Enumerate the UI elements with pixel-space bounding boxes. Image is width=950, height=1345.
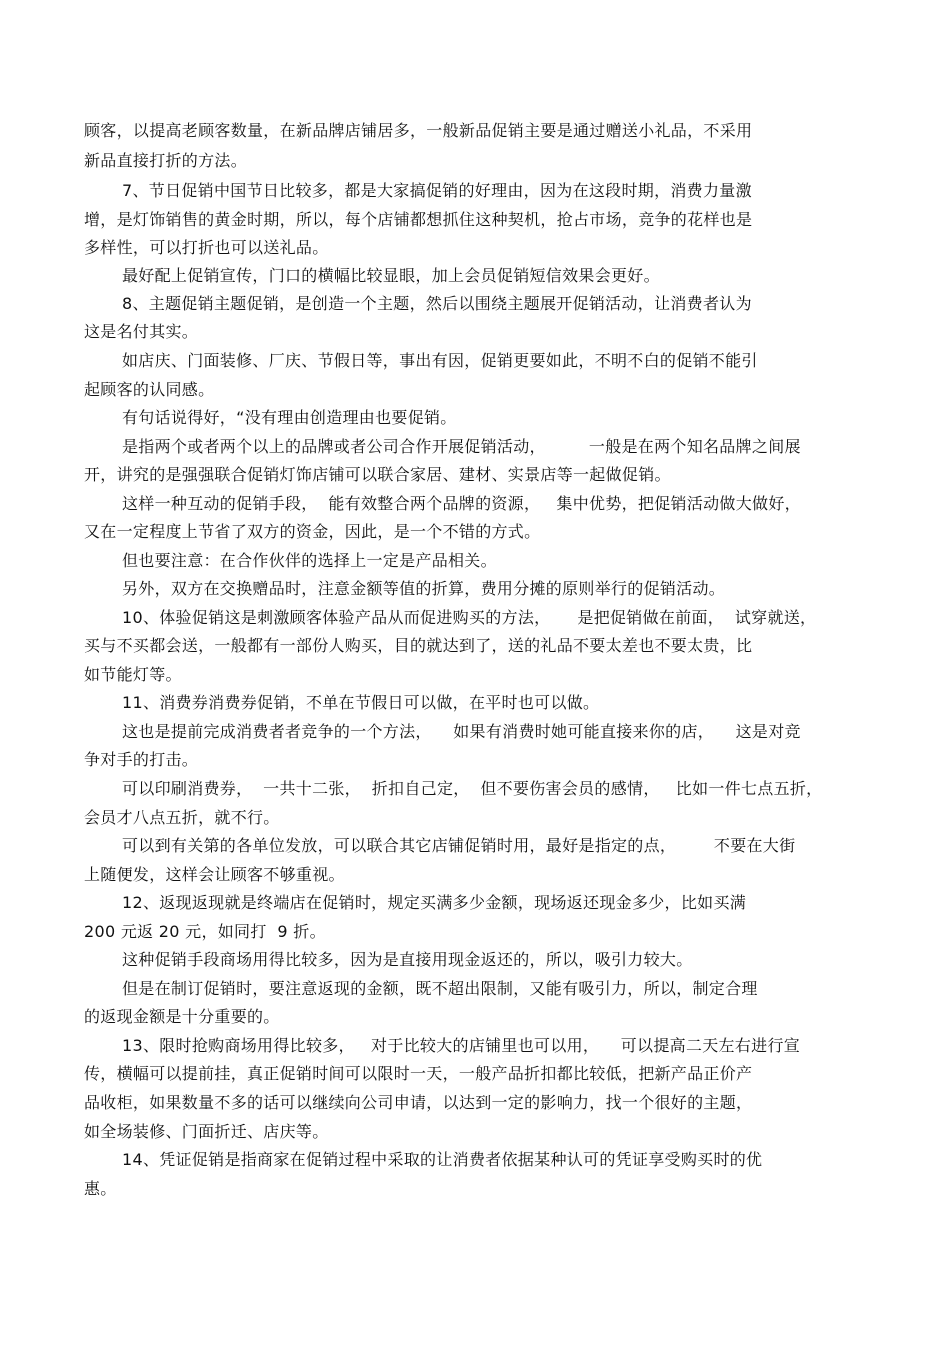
paragraph-first-line: 10、体验促销这是刺激顾客体验产品从而促进购买的方法， 是把促销做在前面， 试穿就送， <box>122 608 817 627</box>
text-line: 的返现金额是十分重要的。 <box>84 1007 280 1026</box>
text-line: 增，是灯饰销售的黄金时期，所以，每个店铺都想抓住这种契机，抢占市场，竞争的花样也是 <box>84 210 753 229</box>
paragraph-first-line: 14、凭证促销是指商家在促销过程中采取的让消费者依据某种认可的凭证享受购买时的优 <box>122 1150 763 1169</box>
paragraph-first-line: 最好配上促销宣传，门口的横幅比较显眼，加上会员促销短信效果会更好。 <box>122 266 660 285</box>
text-line: 买与不买都会送，一般都有一部份人购买，目的就达到了，送的礼品不要太差也不要太贵，比 <box>84 636 753 655</box>
paragraph-first-line: 可以印刷消费券， 一共十二张， 折扣自己定， 但不要伤害会员的感情， 比如一件七点五折， <box>122 779 823 798</box>
paragraph-first-line: 这也是提前完成消费者者竞争的一个方法， 如果有消费时她可能直接来你的店， 这是对竞 <box>122 722 801 741</box>
text-line: 争对手的打击。 <box>84 750 199 769</box>
paragraph-first-line: 但是在制订促销时，要注意返现的金额，既不超出限制，又能有吸引力，所以，制定合理 <box>122 979 758 998</box>
text-line: 200 元返 20 元，如同打 9 折。 <box>84 922 326 941</box>
text-line: 多样性，可以打折也可以送礼品。 <box>84 238 329 257</box>
text-line: 起顾客的认同感。 <box>84 380 215 399</box>
paragraph-first-line: 11、消费券消费券促销，不单在节假日可以做，在平时也可以做。 <box>122 693 600 712</box>
paragraph-first-line: 有句话说得好，“没有理由创造理由也要促销。 <box>122 408 457 427</box>
paragraph-first-line: 13、限时抢购商场用得比较多， 对于比较大的店铺里也可以用， 可以提高二天左右进行宣 <box>122 1036 801 1055</box>
paragraph-first-line: 这种促销手段商场用得比较多，因为是直接用现金返还的，所以，吸引力较大。 <box>122 950 693 969</box>
paragraph-first-line: 这样一种互动的促销手段， 能有效整合两个品牌的资源， 集中优势，把促销活动做大做好， <box>122 494 801 513</box>
paragraph-first-line: 但也要注意：在合作伙伴的选择上一定是产品相关。 <box>122 551 497 570</box>
text-line: 如节能灯等。 <box>84 665 182 684</box>
paragraph-first-line: 如店庆、门面装修、厂庆、节假日等，事出有因，促销更要如此，不明不白的促销不能引 <box>122 351 758 370</box>
text-line: 上随便发，这样会让顾客不够重视。 <box>84 865 345 884</box>
text-line: 会员才八点五折，就不行。 <box>84 808 280 827</box>
text-line: 开，讲究的是强强联合促销灯饰店铺可以联合家居、建材、实景店等一起做促销。 <box>84 465 671 484</box>
paragraph-first-line: 7、节日促销中国节日比较多，都是大家搞促销的好理由，因为在这段时期，消费力量激 <box>122 181 752 200</box>
text-line: 又在一定程度上节省了双方的资金，因此，是一个不错的方式。 <box>84 522 541 541</box>
text-line: 顾客，以提高老顾客数量，在新品牌店铺居多，一般新品促销主要是通过赠送小礼品，不采用 <box>84 121 753 140</box>
text-line: 新品直接打折的方法。 <box>84 151 248 170</box>
text-line: 传，横幅可以提前挂，真正促销时间可以限时一天，一般产品折扣都比较低，把新产品正价产 <box>84 1064 753 1083</box>
paragraph-first-line: 是指两个或者两个以上的品牌或者公司合作开展促销活动， 一般是在两个知名品牌之间展 <box>122 437 801 456</box>
paragraph-first-line: 12、返现返现就是终端店在促销时，规定买满多少金额，现场返还现金多少，比如买满 <box>122 893 747 912</box>
paragraph-first-line: 另外，双方在交换赠品时，注意金额等值的折算，费用分摊的原则举行的促销活动。 <box>122 579 726 598</box>
text-line: 这是名付其实。 <box>84 322 199 341</box>
text-line: 惠。 <box>84 1179 117 1198</box>
paragraph-first-line: 可以到有关第的各单位发放，可以联合其它店铺促销时用，最好是指定的点， 不要在大街 <box>122 836 796 855</box>
paragraph-first-line: 8、主题促销主题促销，是创造一个主题，然后以围绕主题展开促销活动，让消费者认为 <box>122 294 752 313</box>
text-line: 品收柜，如果数量不多的话可以继续向公司申请，以达到一定的影响力，找一个很好的主题， <box>84 1093 753 1112</box>
text-line: 如全场装修、门面折迁、店庆等。 <box>84 1122 329 1141</box>
